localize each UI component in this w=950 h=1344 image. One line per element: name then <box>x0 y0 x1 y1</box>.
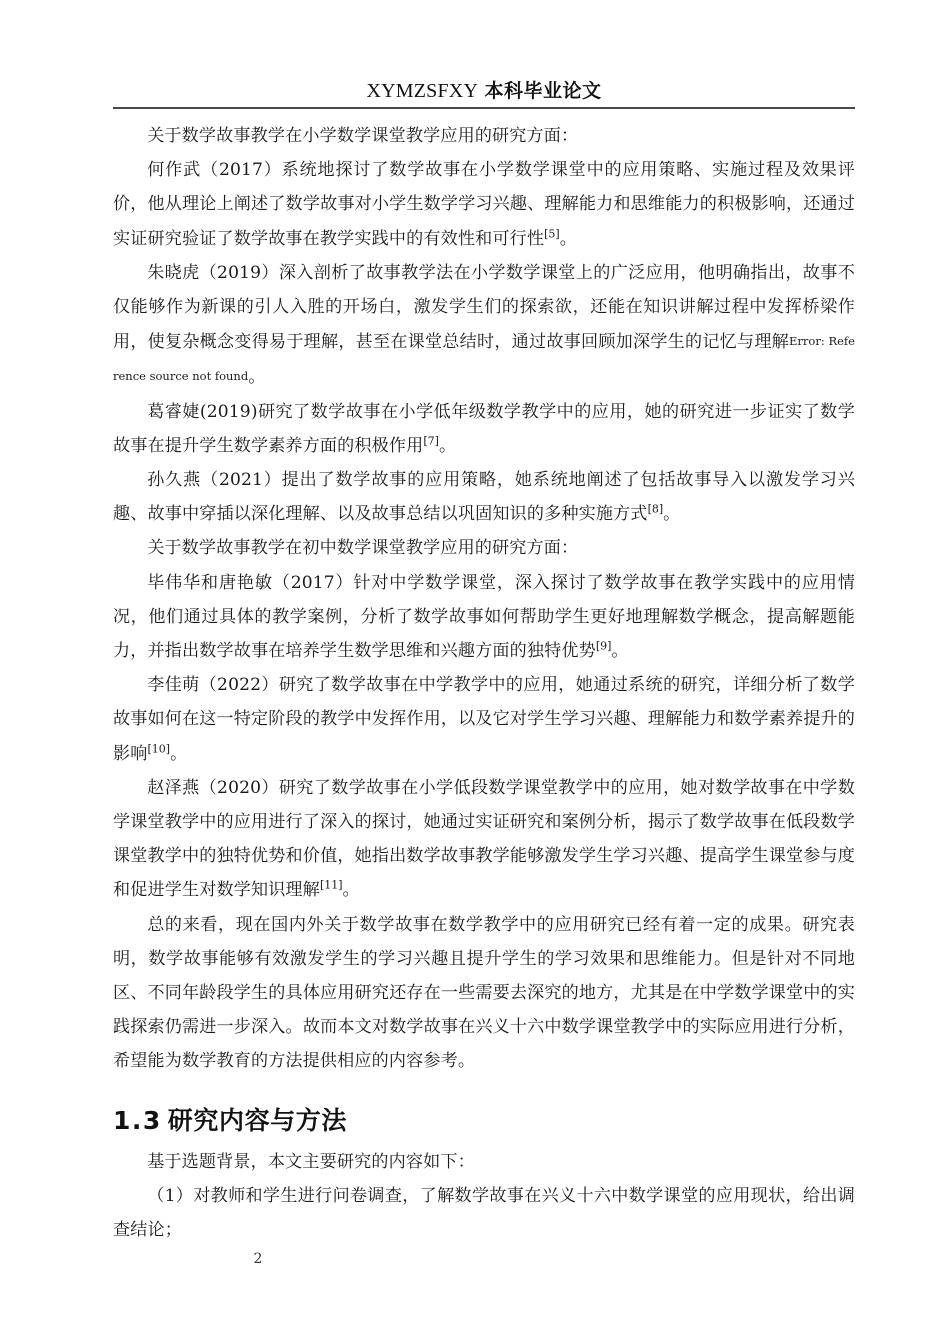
paragraph-he-zuowu-2017 <box>113 153 855 256</box>
page-number: 2 <box>253 1251 263 1267</box>
paragraph-summary <box>113 908 855 1079</box>
paragraph-tail: 。 <box>663 504 681 525</box>
citation-marker: [11] <box>319 878 343 892</box>
paragraph-text: 关于数学故事教学在初中数学课堂教学应用的研究方面： <box>147 538 579 559</box>
paragraph-text: 朱晓虎（2019）深入剖析了故事教学法在小学数学课堂上的广泛应用，他明确指出，故事不仅能够作为新课的引人入胜的开场白，激发学生们的探索欲，还能在知识讲解过程中发挥桥梁作用，使复杂概念变得易于理解，甚至在课堂总结时，通过故事回顾加深学生的记忆与理解 <box>113 262 855 353</box>
citation-marker: [5] <box>544 226 560 240</box>
paragraph-text: （1）对教师和学生进行问卷调查，了解数学故事在兴义十六中数学课堂的应用现状，给出调查结论； <box>113 1185 855 1241</box>
paragraph-text: 孙久燕（2021）提出了数学故事的应用策略，她系统地阐述了包括故事导入以激发学习兴趣、故事中穿插以深化理解、以及故事总结以巩固知识的多种实施方式 <box>113 470 855 525</box>
paragraph-bi-weihua-tang-yanmin-2017 <box>113 566 855 669</box>
paragraph-method-lead <box>113 1145 855 1179</box>
paragraph-text: 葛睿婕(2019)研究了数学故事在小学低年级数学教学中的应用，她的研究进一步证实了数学故事在提升学生数学素养方面的积极作用 <box>113 401 855 456</box>
header-divider <box>113 107 855 109</box>
body-text <box>113 119 855 1247</box>
header-title-cjk: 本科毕业论文 <box>484 80 602 102</box>
citation-marker: [10] <box>147 741 171 755</box>
paragraph-intro-middle-school <box>113 531 855 565</box>
paragraph-tail: 。 <box>342 880 360 901</box>
page-footer <box>113 1248 855 1267</box>
section-title: 研究内容与方法 <box>167 1105 347 1135</box>
paragraph-tail: 。 <box>170 743 188 764</box>
paragraph-text: 基于选题背景，本文主要研究的内容如下： <box>147 1151 475 1172</box>
citation-marker: [8] <box>647 502 664 516</box>
paragraph-li-jiameng-2022 <box>113 668 855 771</box>
paragraph-sun-jiuyan-2021 <box>113 463 855 531</box>
paragraph-tail: 。 <box>611 641 629 662</box>
paragraph-zhu-xiaohu-2019 <box>113 256 855 395</box>
header-title-latin: XYMZSFXY <box>366 80 479 102</box>
header-title <box>113 78 855 104</box>
paragraph-text: 李佳萌（2022）研究了数学故事在中学教学中的应用，她通过系统的研究，详细分析了数学故事如何在这一特定阶段的教学中发挥作用，以及它对学生学习兴趣、理解能力和数学素养提升的影响 <box>113 675 855 764</box>
paragraph-tail: 。 <box>559 228 577 249</box>
paragraph-intro-primary-school <box>113 119 855 153</box>
paragraph-text: 毕伟华和唐艳敏（2017）针对中学数学课堂，深入探讨了数学故事在教学实践中的应用情况，他们通过具体的教学案例，分析了数学故事如何帮助学生更好地理解数学概念，提高解题能力，并指出数学故事在培养学生数学思维和兴趣方面的独特优势 <box>113 572 855 662</box>
citation-marker: [9] <box>595 639 612 653</box>
paragraph-method-item-1 <box>113 1179 855 1247</box>
paragraph-tail: 。 <box>438 435 457 456</box>
paragraph-tail: 。 <box>248 367 266 388</box>
citation-marker: [7] <box>423 434 439 448</box>
paragraph-text: 总的来看，现在国内外关于数学故事在数学教学中的应用研究已经有着一定的成果。研究表明，数学故事能够有效激发学生的学习兴趣且提升学生的学习效果和思维能力。但是针对不同地区、不同年龄段学生的具体应用研究还存在一些需要去深究的地方，尤其是在中学数学课堂中的实践探索仍需进一步深入。故而本文对数学故事在兴义十六中数学课堂教学中的实际应用进行分析，希望能为数学教育的方法提供相应的内容参考。 <box>113 914 855 1072</box>
running-header <box>113 78 855 109</box>
paragraph-zhao-zeyan-2020 <box>113 771 855 908</box>
section-number: 1.3 <box>113 1105 162 1135</box>
page-content-area <box>113 78 855 1247</box>
paragraph-text: 赵泽燕（2020）研究了数学故事在小学低段数学课堂教学中的应用，她对数学故事在中学数学课堂教学中的应用进行了深入的探讨，她通过实证研究和案例分析，揭示了数学故事在低段数学课堂教学中的独特优势和价值，她指出数学故事教学能够激发学生学习兴趣、提高学生课堂参与度和促进学生对数学知识理解 <box>113 777 855 901</box>
reference-error-text: Error: Reference source not found <box>113 334 855 384</box>
paragraph-text: 何作武（2017）系统地探讨了数学故事在小学数学课堂中的应用策略、实施过程及效果评价，他从理论上阐述了数学故事对小学生数学学习兴趣、理解能力和思维能力的积极影响，还通过实证研究验证了数学故事在教学实践中的有效性和可行性 <box>113 160 855 249</box>
paragraph-ge-ruijie-2019 <box>113 395 855 463</box>
paragraph-text: 关于数学故事教学在小学数学课堂教学应用的研究方面： <box>147 126 579 146</box>
section-heading-1-3 <box>113 1101 855 1141</box>
